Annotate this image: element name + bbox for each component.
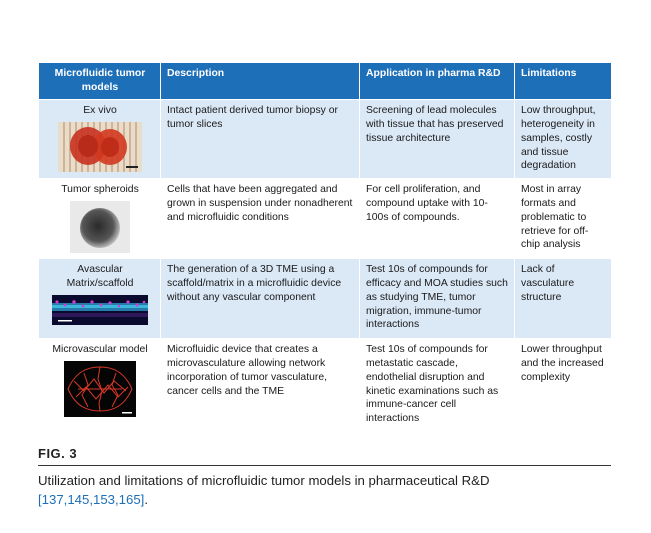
limitations-cell: Lack of vasculature structure [515, 259, 612, 339]
tissue-slices-image-icon [58, 122, 142, 172]
figure-label: FIG. 3 [38, 446, 78, 461]
header-limitations: Limitations [515, 63, 612, 100]
caption-divider [38, 465, 611, 466]
table-row [39, 259, 612, 339]
figure-caption [38, 471, 611, 509]
table-row [39, 179, 612, 259]
model-name: Tumor spheroids [61, 184, 139, 196]
header-models: Microfluidic tumor models [39, 63, 161, 100]
model-cell [39, 259, 161, 339]
scaffold-image-icon [52, 295, 148, 325]
model-name: Microvascular model [52, 344, 148, 356]
header-application: Application in pharma R&D [360, 63, 515, 100]
application-cell: Test 10s of compounds for metastatic cascade, endothelial disruption and kinetic examinations such as immune-cancer cell interactions [360, 339, 515, 434]
model-cell [39, 339, 161, 434]
description-cell: Intact patient derived tumor biopsy or tumor slices [161, 100, 360, 179]
application-cell: Screening of lead molecules with tissue that has preserved tissue architecture [360, 100, 515, 179]
caption-references[interactable]: [137,145,153,165] [38, 492, 145, 508]
table-row [39, 339, 612, 434]
application-cell: For cell proliferation, and compound uptake with 10-100s of compounds. [360, 179, 515, 259]
description-cell: The generation of a 3D TME using a scaffold/matrix in a microfluidic device without any vascular component [161, 259, 360, 339]
description-cell: Cells that have been aggregated and grown in suspension under nonadherent and microfluidic conditions [161, 179, 360, 259]
model-name: Avascular Matrix/scaffold [66, 264, 134, 290]
table-row [39, 100, 612, 179]
limitations-cell: Low throughput, heterogeneity in samples, costly and tissue degradation [515, 100, 612, 179]
microvasculature-image-icon [64, 361, 136, 417]
limitations-cell: Lower throughput and the increased complexity [515, 339, 612, 434]
model-name: Ex vivo [83, 105, 117, 117]
table-header-row [39, 63, 612, 100]
tumor-models-table [38, 62, 612, 434]
spheroid-image-icon [70, 201, 130, 253]
application-cell: Test 10s of compounds for efficacy and MOA studies such as studying TME, tumor migration, immune-tumor interactions [360, 259, 515, 339]
caption-period: . [144, 492, 149, 508]
caption-text: Utilization and limitations of microfluidic tumor models in pharmaceutical R&D [38, 473, 490, 488]
header-description: Description [161, 63, 360, 100]
limitations-cell: Most in array formats and problematic to retrieve for off-chip analysis [515, 179, 612, 259]
model-cell [39, 179, 161, 259]
description-cell: Microfluidic device that creates a microvasculature allowing network incorporation of tumor vasculature, cancer cells and the TME [161, 339, 360, 434]
model-cell [39, 100, 161, 179]
